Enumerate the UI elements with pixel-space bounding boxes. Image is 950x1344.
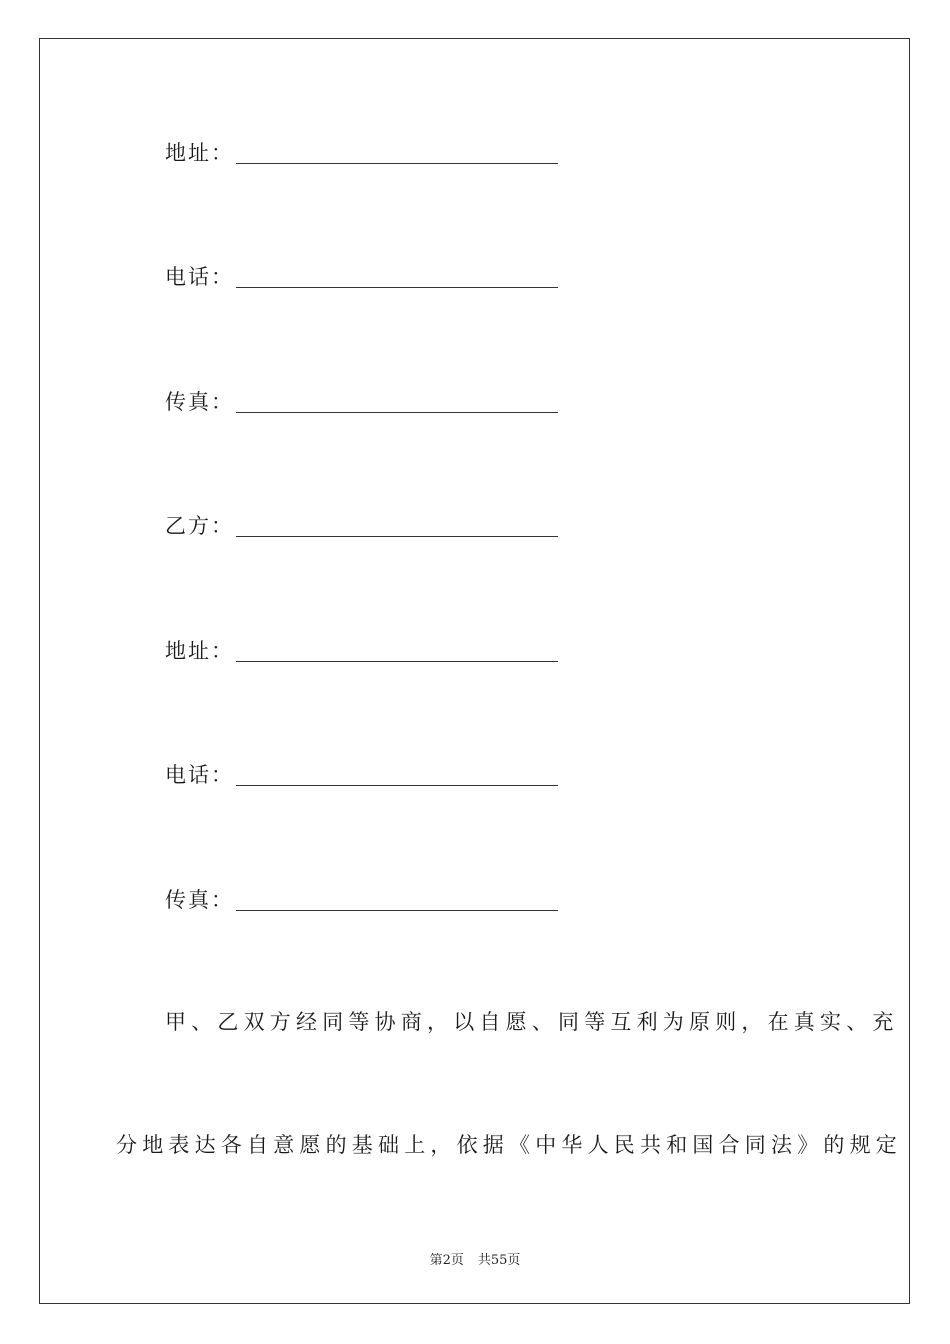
fax-blank-line	[236, 412, 558, 413]
address-label: 地址：	[165, 141, 234, 165]
fax-blank-line	[236, 910, 558, 911]
phone-field-party-a	[165, 258, 234, 288]
phone-label: 电话：	[165, 763, 234, 787]
paragraph-line-1: 甲、乙双方经同等协商，以自愿、同等互利为原则，在真实、充	[165, 1010, 899, 1034]
phone-field-party-b	[165, 756, 234, 786]
paragraph-line-2: 分地表达各自意愿的基础上，依据《中华人民共和国合同法》的规定	[116, 1133, 902, 1157]
fax-field-party-b	[165, 881, 234, 911]
party-b-blank-line	[236, 536, 558, 537]
fax-field-party-a	[165, 383, 234, 413]
address-blank-line	[236, 661, 558, 662]
fax-label: 传真：	[165, 390, 234, 414]
page-border	[39, 38, 910, 1304]
party-b-label: 乙方：	[165, 514, 234, 538]
page-footer	[0, 1249, 950, 1268]
party-b-field	[165, 507, 234, 537]
address-field-party-b	[165, 632, 234, 662]
phone-blank-line	[236, 785, 558, 786]
address-field-party-a	[165, 134, 234, 164]
phone-blank-line	[236, 287, 558, 288]
address-blank-line	[236, 163, 558, 164]
phone-label: 电话：	[165, 265, 234, 289]
fax-label: 传真：	[165, 888, 234, 912]
page-number: 第2页	[429, 1253, 464, 1268]
address-label: 地址：	[165, 639, 234, 663]
page-total: 共55页	[477, 1253, 521, 1268]
